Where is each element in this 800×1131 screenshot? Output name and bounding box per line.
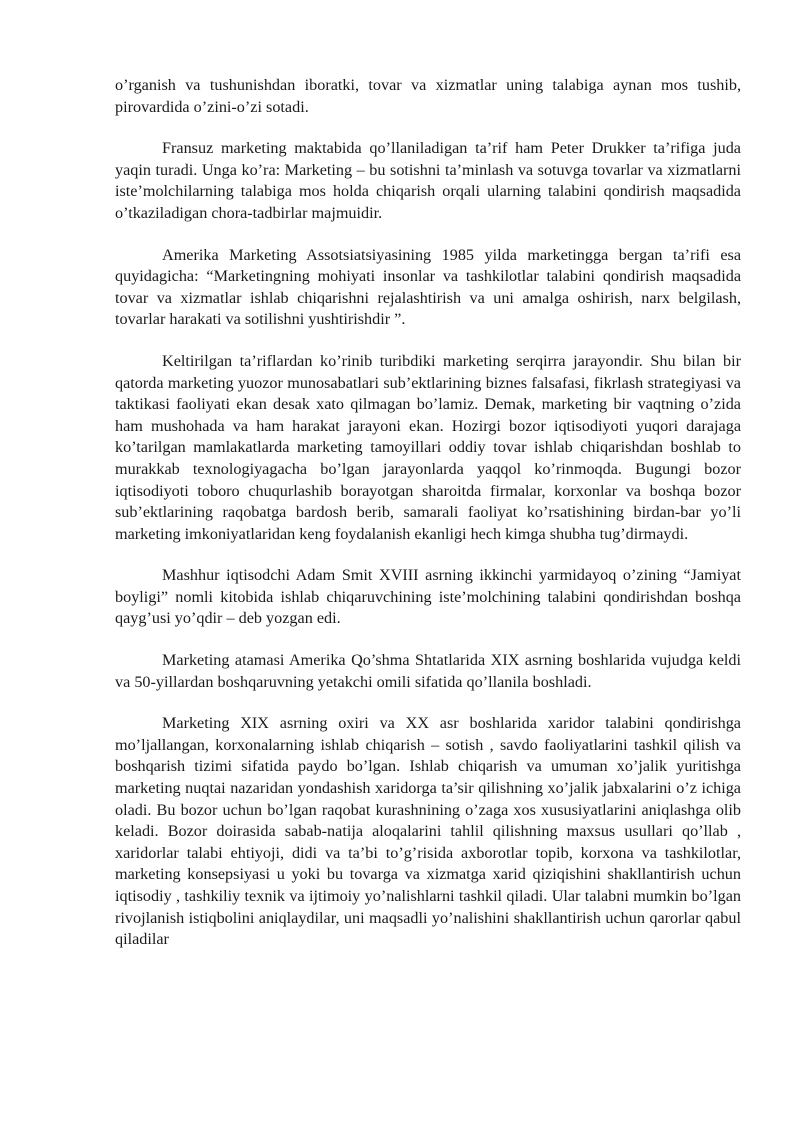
paragraph-french-school-definition: Fransuz marketing maktabida qo’llaniladigan ta’rif ham Peter Drukker ta’rifiga juda yaqin turadi. Unga ko’ra: Marketing – bu sotishni ta’minlash va sotuvga tovarlar va xizmatlarni iste’molchilarning talabiga mos holda chiqarish orqali ularning talabini qondirish maqsadida o’tkaziladigan chora-tadbirlar majmuidir.	[115, 139, 741, 222]
paragraph-term-origin: Marketing atamasi Amerika Qo’shma Shtatlarida XIX asrning boshlarida vujudga keldi va 50-yillardan boshqaruvning yetakchi omili sifatida qo’llanila boshladi.	[115, 651, 741, 691]
document-page	[115, 75, 741, 951]
paragraph-adam-smith: Mashhur iqtisodchi Adam Smit XVIII asrning ikkinchi yarmidayoq o’zining “Jamiyat boyligi” nomli kitobida ishlab chiqaruvchining iste’molchining talabini qondirishdan boshqa qayg’usi yo’qdir – deb yozgan edi.	[115, 566, 741, 628]
paragraph-ama-definition: Amerika Marketing Assotsiatsiyasining 1985 yilda marketingga bergan ta’rifi esa quyidagicha: “Marketingning mohiyati insonlar va tashkilotlar talabini qondirish maqsadida tovar va xizmatlar ishlab chiqarishni rejalashtirish va uni amalga oshirish, narx belgilash, tovarlar harakati va sotilishni yushtirishdir ”.	[115, 245, 741, 329]
paragraph-continued: o’rganish va tushunishdan iboratki, tovar va xizmatlar uning talabiga aynan mos tushib, pirovardida o’zini-o’zi sotadi.	[115, 76, 741, 116]
paragraph-marketing-process: Keltirilgan ta’riflardan ko’rinib turibdiki marketing serqirra jarayondir. Shu bilan bir qatorda marketing yuozor munosabatlari sub’ektlarining biznes falsafasi, fikrlash strategiyasi va taktikasi faoliyati ekan desak xato qilmagan bo’lamiz. Demak, marketing bir vaqtning o’zida ham mushohada va ham harakat jarayoni ekan. Hozirgi bozor iqtisodiyoti yuqori darajaga ko’tarilgan mamlakatlarda marketing tamoyillari oddiy tovar ishlab chiqarishdan boshlab to murakkab texnologiyagacha bo’lgan jarayonlarda yaqqol ko’rinmoqda. Bugungi bozor iqtisodiyoti toboro chuqurlashib borayotgan sharoitda firmalar, korxonlar va boshqa bozor sub’ektlarining raqobatga bardosh berib, samarali faoliyat ko’rsatishining birdan-bar yo’li marketing imkoniyatlaridan keng foydalanish ekanligi hech kimga shubha tug’dirmaydi.	[115, 351, 741, 543]
paragraph-marketing-history: Marketing XIX asrning oxiri va XX asr boshlarida xaridor talabini qondirishga mo’ljallangan, korxonalarning ishlab chiqarish – sotish , savdo faoliyatlarini tashkil qilish va boshqarish tizimi sifatida paydo bo’lgan. Ishlab chiqarish va umuman xo’jalik yuritishga marketing nuqtai nazaridan yondashish xaridorga ta’sir qilishning xo’jalik jabxalarini o’z ichiga oladi. Bu bozor uchun bo’lgan raqobat kurashnining o’zaga xos xususiyatlarini aniqlashga olib keladi. Bozor doirasida sabab-natija aloqalarini tahlil qilishning maxsus usullari qo’llab , xaridorlar talabi ehtiyoji, didi va ta’bi to’g’risida axborotlar topib, korxona va tashkilotlar, marketing konsepsiyasi u yoki bu tovarga va xizmatga xarid qiziqishini shakllantirish uchun iqtisodiy , tashkiliy texnik va ijtimoiy yo’nalishlarni tashkil qiladi. Ular talabni mumkin bo’lgan rivojlanish istiqbolini aniqlaydilar, uni maqsadli yo’nalishini shakllantirish uchun qarorlar qabul qiladilar	[115, 714, 741, 949]
